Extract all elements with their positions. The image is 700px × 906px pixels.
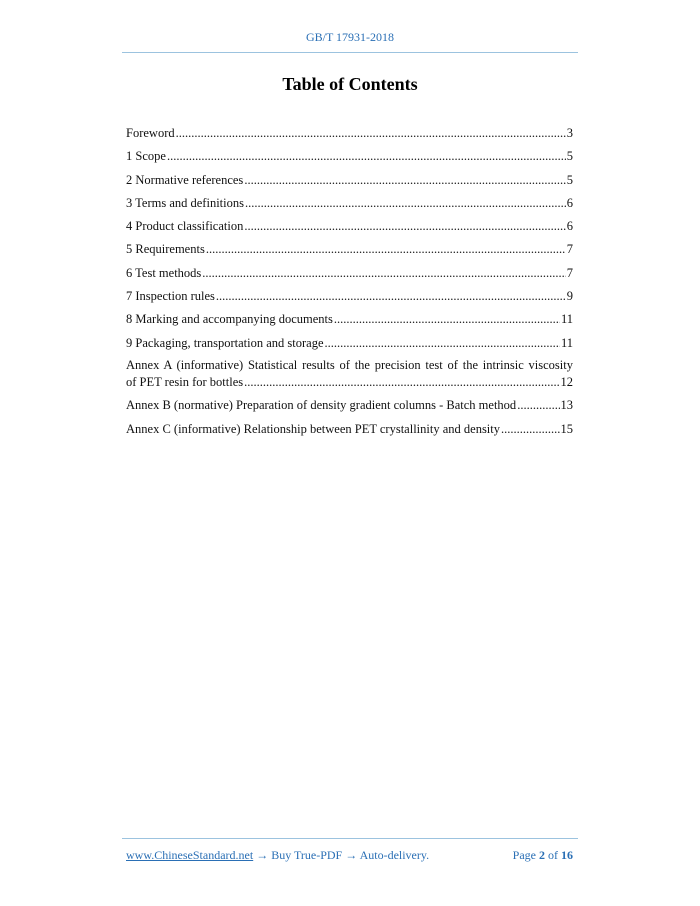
toc-leader-dots xyxy=(216,287,566,305)
footer-divider xyxy=(122,838,578,839)
toc-entry-page: 11 xyxy=(560,335,573,350)
toc-entry-label-line2: of PET resin for bottles xyxy=(126,374,244,389)
table-of-contents xyxy=(126,124,573,443)
toc-entry-page: 6 xyxy=(566,219,573,234)
toc-entry-label: 9 Packaging, transportation and storage xyxy=(126,335,324,350)
toc-leader-dots xyxy=(244,217,565,235)
toc-entry-page: 5 xyxy=(566,149,573,164)
page-total: 16 xyxy=(561,848,573,862)
toc-entry-label: Foreword xyxy=(126,126,175,140)
toc-entry-test-methods[interactable] xyxy=(126,264,573,287)
toc-leader-dots xyxy=(244,373,559,391)
document-id-header: GB/T 17931-2018 xyxy=(305,30,395,44)
toc-entry-label: 7 Inspection rules xyxy=(126,289,215,304)
website-link[interactable]: www.ChineseStandard.net xyxy=(126,848,254,862)
page-indicator xyxy=(513,848,573,863)
toc-entry-label: Annex B (normative) Preparation of density gradient columns - Batch method xyxy=(126,398,517,413)
toc-entry-annex-b[interactable] xyxy=(126,396,573,419)
toc-entry-label: 8 Marking and accompanying documents xyxy=(126,312,333,327)
toc-entry-page: 9 xyxy=(566,289,573,304)
toc-entry-page: 12 xyxy=(560,374,573,389)
toc-entry-terms-definitions[interactable] xyxy=(126,194,573,217)
page-of: of xyxy=(548,848,558,862)
toc-entry-page: 7 xyxy=(566,242,573,257)
toc-entry-annex-a[interactable] xyxy=(126,357,573,396)
toc-entry-page: 3 xyxy=(566,126,573,140)
toc-entry-page: 13 xyxy=(560,398,573,413)
toc-entry-page: 15 xyxy=(560,421,573,436)
toc-leader-dots xyxy=(206,240,566,258)
toc-leader-dots xyxy=(334,310,560,328)
toc-entry-label: 6 Test methods xyxy=(126,265,202,280)
toc-leader-dots xyxy=(517,396,559,414)
toc-entry-requirements[interactable] xyxy=(126,240,573,263)
toc-entry-label-line1: Annex A (informative) Statistical results of the precision test of the intrinsic viscosity xyxy=(126,357,573,372)
toc-entry-marking-documents[interactable] xyxy=(126,310,573,333)
toc-entry-page: 6 xyxy=(566,195,573,210)
page-current: 2 xyxy=(539,848,545,862)
toc-entry-label: 1 Scope xyxy=(126,149,166,164)
toc-entry-annex-c[interactable] xyxy=(126,420,573,443)
footer-tagline: → Buy True-PDF → Auto-delivery. xyxy=(253,848,430,862)
toc-entry-label: 3 Terms and definitions xyxy=(126,195,244,210)
toc-entry-scope[interactable] xyxy=(126,147,573,170)
toc-leader-dots xyxy=(176,124,566,142)
toc-entry-label: Annex C (informative) Relationship between PET crystallinity and density xyxy=(126,421,500,436)
toc-entry-label: 2 Normative references xyxy=(126,172,244,187)
toc-entry-label: 5 Requirements xyxy=(126,242,205,257)
toc-entry-inspection-rules[interactable] xyxy=(126,287,573,310)
toc-entry-label: 4 Product classification xyxy=(126,219,244,234)
page-word: Page xyxy=(512,848,536,862)
toc-entry-page: 5 xyxy=(566,172,573,187)
header-divider xyxy=(122,52,578,53)
page-title: Table of Contents xyxy=(282,74,418,94)
toc-entry-page: 7 xyxy=(566,265,573,280)
toc-leader-dots xyxy=(244,171,565,189)
toc-entry-product-classification[interactable] xyxy=(126,217,573,240)
toc-entry-normative-references[interactable] xyxy=(126,171,573,194)
toc-leader-dots xyxy=(501,420,560,438)
toc-entry-page: 11 xyxy=(560,312,573,327)
toc-leader-dots xyxy=(325,334,560,352)
toc-leader-dots xyxy=(202,264,565,282)
toc-leader-dots xyxy=(167,147,566,165)
toc-entry-foreword[interactable] xyxy=(126,124,573,147)
toc-entry-packaging-storage[interactable] xyxy=(126,334,573,357)
toc-leader-dots xyxy=(245,194,566,212)
